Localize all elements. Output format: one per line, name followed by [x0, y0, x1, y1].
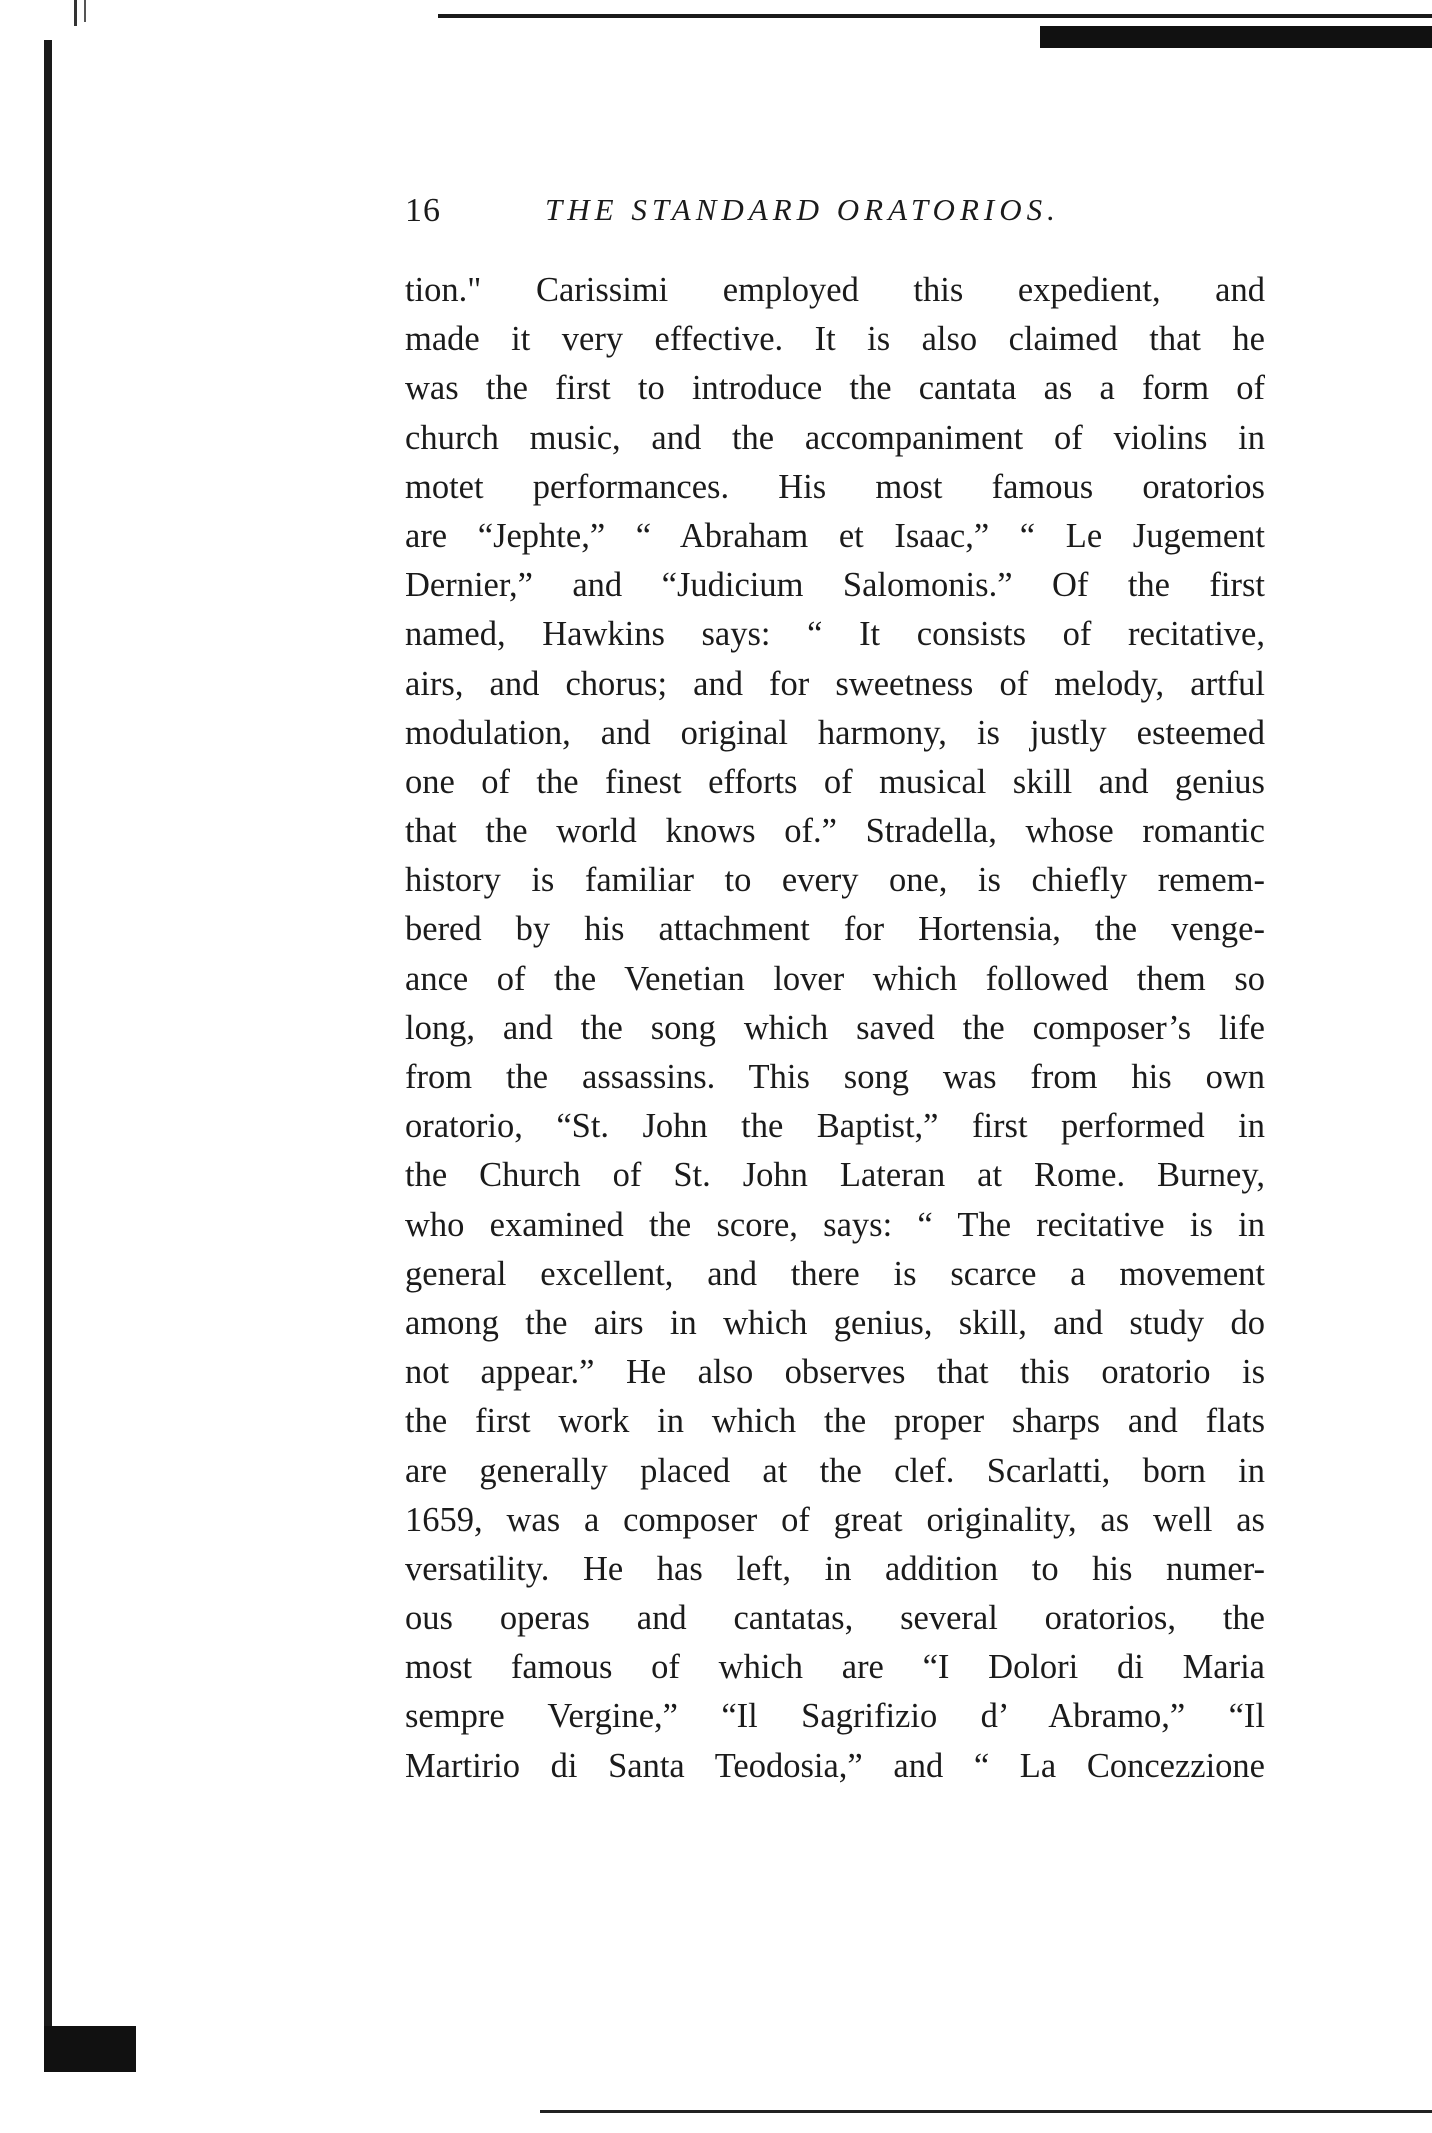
text-line: general excellent, and there is scarce a movement: [405, 1254, 1265, 1293]
text-line: are generally placed at the clef. Scarlatti, born in: [405, 1451, 1265, 1490]
running-title: THE STANDARD ORATORIOS.: [545, 192, 1060, 227]
text-line: ance of the Venetian lover which followed them so: [405, 959, 1265, 998]
text-line: tion." Carissimi employed this expedient, and: [405, 271, 1265, 309]
top-edge-shadow: [1040, 26, 1432, 48]
text-line: history is familiar to every one, is chiefly remem-: [405, 861, 1265, 900]
text-line: one of the finest efforts of musical skill and genius: [405, 762, 1265, 801]
scan-mark: [84, 0, 86, 22]
text-line: church music, and the accompaniment of violins in: [405, 418, 1265, 457]
text-line: most famous of which are “I Dolori di Maria: [405, 1648, 1265, 1687]
text-line: oratorio, “St. John the Baptist,” first performed in: [405, 1107, 1265, 1146]
binding-edge-shadow: [44, 40, 52, 2060]
binding-edge-foot: [44, 2026, 136, 2072]
text-line: among the airs in which genius, skill, and study do: [405, 1303, 1265, 1342]
text-line: sempre Vergine,” “Il Sagrifizio d’ Abramo,” “Il: [405, 1697, 1265, 1736]
text-line: Dernier,” and “Judicium Salomonis.” Of the first: [405, 566, 1265, 605]
text-line: from the assassins. This song was from his own: [405, 1058, 1265, 1096]
top-edge-rule: [438, 14, 1432, 18]
text-line: made it very effective. It is also claimed that he: [405, 320, 1265, 359]
text-line: was the first to introduce the cantata as a form of: [405, 369, 1265, 408]
text-line: named, Hawkins says: “ It consists of recitative,: [405, 615, 1265, 654]
text-line: who examined the score, says: “ The recitative is in: [405, 1205, 1265, 1244]
text-line: motet performances. His most famous oratorios: [405, 467, 1265, 506]
body-text: [405, 266, 1265, 1791]
text-line: modulation, and original harmony, is justly esteemed: [405, 713, 1265, 752]
text-line: not appear.” He also observes that this oratorio is: [405, 1353, 1265, 1392]
text-line: Martirio di Santa Teodosia,” and “ La Concezzione: [405, 1746, 1265, 1785]
text-line: versatility. He has left, in addition to his numer-: [405, 1549, 1265, 1588]
text-line: long, and the song which saved the composer’s life: [405, 1008, 1265, 1047]
page-number: 16: [405, 192, 441, 229]
text-line: are “Jephte,” “ Abraham et Isaac,” “ Le Jugement: [405, 516, 1265, 555]
text-line: bered by his attachment for Hortensia, the venge-: [405, 910, 1265, 949]
running-head: [405, 192, 1265, 242]
text-line: that the world knows of.” Stradella, whose romantic: [405, 812, 1265, 851]
text-line: ous operas and cantatas, several oratorios, the: [405, 1599, 1265, 1638]
text-line: the first work in which the proper sharps and flats: [405, 1402, 1265, 1441]
scan-mark: [74, 0, 77, 26]
text-line: airs, and chorus; and for sweetness of melody, artful: [405, 664, 1265, 703]
text-line: the Church of St. John Lateran at Rome. Burney,: [405, 1156, 1265, 1195]
text-line: 1659, was a composer of great originality, as well as: [405, 1500, 1265, 1539]
bottom-edge-rule: [540, 2110, 1432, 2113]
